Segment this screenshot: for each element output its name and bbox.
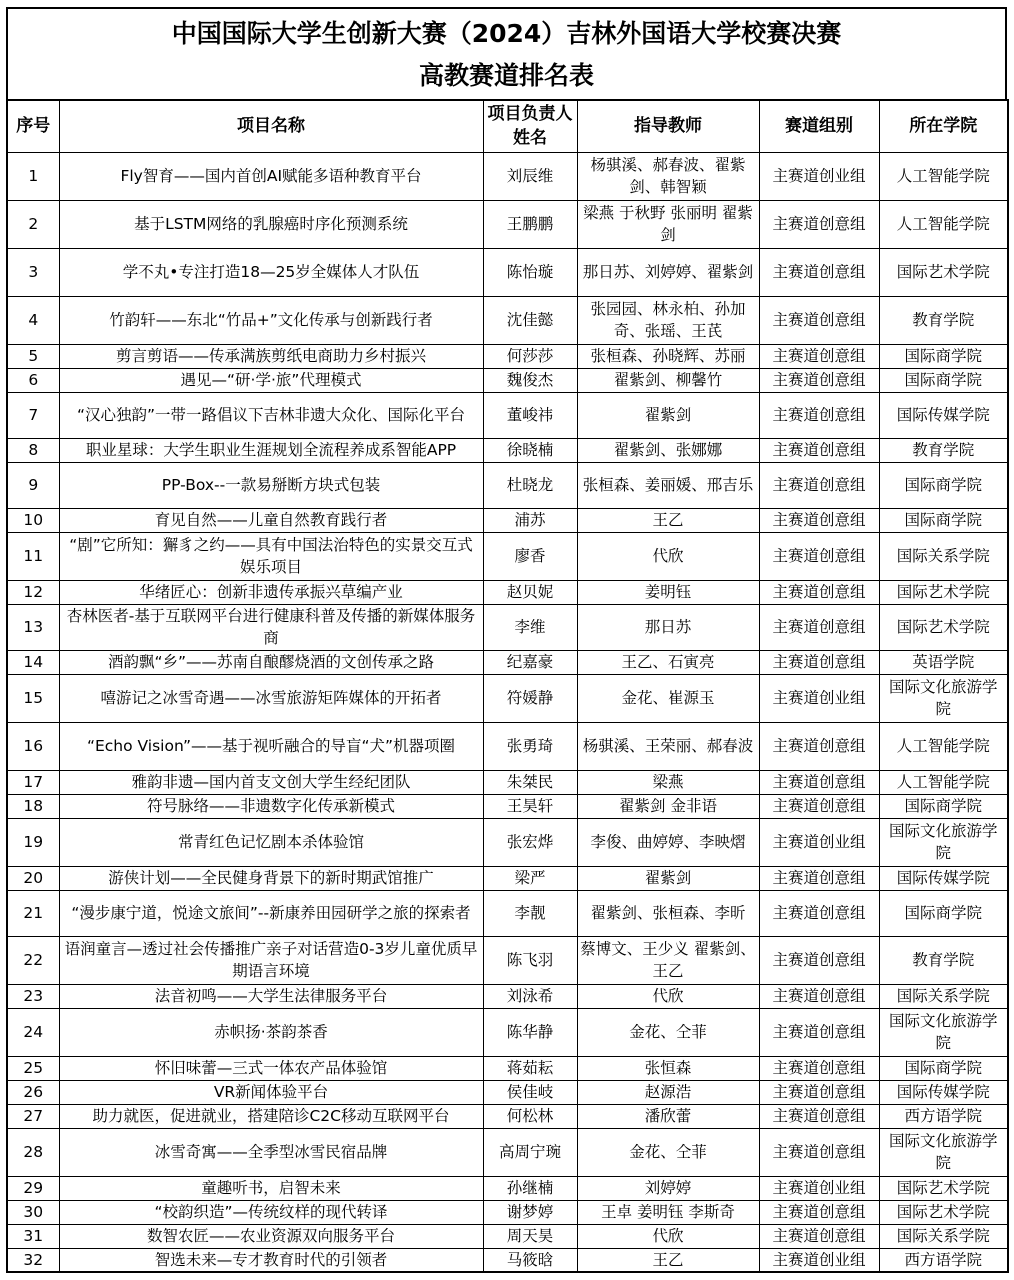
cell-track: 主赛道创意组 xyxy=(759,462,879,508)
cell-teacher: 张桓森、姜丽媛、邢吉乐 xyxy=(577,462,759,508)
table-row xyxy=(7,1200,1008,1224)
cell-teacher: 王乙、石寅亮 xyxy=(577,650,759,674)
table-row xyxy=(7,650,1008,674)
table-row xyxy=(7,936,1008,984)
cell-track: 主赛道创意组 xyxy=(759,890,879,936)
cell-project: 学不丸•专注打造18—25岁全媒体人才队伍 xyxy=(59,248,483,296)
cell-college: 人工智能学院 xyxy=(879,722,1008,770)
cell-project: 助力就医，促进就业，搭建陪诊C2C移动互联网平台 xyxy=(59,1104,483,1128)
cell-project: 怀旧味蕾—三式一体农产品体验馆 xyxy=(59,1056,483,1080)
header-row xyxy=(7,100,1008,152)
cell-leader: 孙继楠 xyxy=(483,1176,577,1200)
cell-leader: 徐晓楠 xyxy=(483,438,577,462)
cell-track: 主赛道创意组 xyxy=(759,1128,879,1176)
cell-college: 国际商学院 xyxy=(879,508,1008,532)
cell-leader: 何莎莎 xyxy=(483,344,577,368)
cell-college: 人工智能学院 xyxy=(879,152,1008,200)
cell-project: 遇见—“研·学·旅”代理模式 xyxy=(59,368,483,392)
cell-college: 国际艺术学院 xyxy=(879,1176,1008,1200)
header-project: 项目名称 xyxy=(59,100,483,152)
page-subtitle: 高教赛道排名表 xyxy=(418,61,594,90)
cell-leader: 廖香 xyxy=(483,532,577,580)
cell-seq: 23 xyxy=(7,984,59,1008)
table-row xyxy=(7,890,1008,936)
header-seq: 序号 xyxy=(7,100,59,152)
cell-seq: 21 xyxy=(7,890,59,936)
cell-teacher: 潘欣蕾 xyxy=(577,1104,759,1128)
cell-teacher: 翟紫剑、张娜娜 xyxy=(577,438,759,462)
table-row xyxy=(7,984,1008,1008)
page-title: 中国国际大学生创新大赛（2024）吉林外国语大学校赛决赛 xyxy=(171,19,842,48)
cell-project: 育见自然——儿童自然教育践行者 xyxy=(59,508,483,532)
table-row xyxy=(7,866,1008,890)
table-row xyxy=(7,604,1008,650)
cell-track: 主赛道创业组 xyxy=(759,1176,879,1200)
cell-track: 主赛道创意组 xyxy=(759,200,879,248)
cell-seq: 8 xyxy=(7,438,59,462)
cell-project: 剪言剪语——传承满族剪纸电商助力乡村振兴 xyxy=(59,344,483,368)
cell-track: 主赛道创业组 xyxy=(759,1248,879,1272)
cell-track: 主赛道创意组 xyxy=(759,248,879,296)
cell-leader: 李靓 xyxy=(483,890,577,936)
cell-teacher: 梁燕 xyxy=(577,770,759,794)
cell-track: 主赛道创业组 xyxy=(759,152,879,200)
cell-college: 国际文化旅游学院 xyxy=(879,818,1008,866)
cell-project: “剧”它所知：獬豸之约——具有中国法治特色的实景交互式娱乐项目 xyxy=(59,532,483,580)
cell-teacher: 刘婷婷 xyxy=(577,1176,759,1200)
cell-leader: 蒋茹耘 xyxy=(483,1056,577,1080)
cell-project: VR新闻体验平台 xyxy=(59,1080,483,1104)
cell-college: 国际艺术学院 xyxy=(879,580,1008,604)
cell-leader: 张宏烨 xyxy=(483,818,577,866)
table-row xyxy=(7,368,1008,392)
cell-track: 主赛道创意组 xyxy=(759,392,879,438)
cell-track: 主赛道创业组 xyxy=(759,674,879,722)
ranking-table xyxy=(6,99,1009,1273)
cell-seq: 18 xyxy=(7,794,59,818)
cell-track: 主赛道创意组 xyxy=(759,438,879,462)
cell-seq: 6 xyxy=(7,368,59,392)
cell-track: 主赛道创意组 xyxy=(759,866,879,890)
cell-seq: 27 xyxy=(7,1104,59,1128)
cell-track: 主赛道创意组 xyxy=(759,936,879,984)
cell-track: 主赛道创意组 xyxy=(759,604,879,650)
cell-seq: 9 xyxy=(7,462,59,508)
table-row xyxy=(7,794,1008,818)
header-leader: 项目负责人姓名 xyxy=(483,100,577,152)
cell-teacher: 赵源浩 xyxy=(577,1080,759,1104)
cell-project: 基于LSTM网络的乳腺癌时序化预测系统 xyxy=(59,200,483,248)
cell-leader: 赵贝妮 xyxy=(483,580,577,604)
cell-leader: 陈飞羽 xyxy=(483,936,577,984)
cell-seq: 7 xyxy=(7,392,59,438)
cell-project: 杏林医者-基于互联网平台进行健康科普及传播的新媒体服务商 xyxy=(59,604,483,650)
cell-project: 职业星球：大学生职业生涯规划全流程养成系智能APP xyxy=(59,438,483,462)
cell-leader: 何松林 xyxy=(483,1104,577,1128)
cell-track: 主赛道创意组 xyxy=(759,1224,879,1248)
cell-project: 游侠计划——全民健身背景下的新时期武馆推广 xyxy=(59,866,483,890)
cell-project: “Echo Vision”——基于视听融合的导盲“犬”机器项圈 xyxy=(59,722,483,770)
ranking-sheet xyxy=(6,7,1007,1273)
cell-college: 国际商学院 xyxy=(879,794,1008,818)
cell-college: 国际商学院 xyxy=(879,462,1008,508)
cell-teacher: 翟紫剑 xyxy=(577,866,759,890)
cell-teacher: 王乙 xyxy=(577,508,759,532)
cell-college: 西方语学院 xyxy=(879,1104,1008,1128)
cell-project: 酒韵飘“乡”——苏南自酿醪烧酒的文创传承之路 xyxy=(59,650,483,674)
cell-teacher: 金花、仝菲 xyxy=(577,1128,759,1176)
cell-leader: 周天昊 xyxy=(483,1224,577,1248)
cell-project: 雅韵非遗—国内首支文创大学生经纪团队 xyxy=(59,770,483,794)
cell-seq: 29 xyxy=(7,1176,59,1200)
cell-track: 主赛道创业组 xyxy=(759,818,879,866)
cell-seq: 17 xyxy=(7,770,59,794)
cell-college: 教育学院 xyxy=(879,296,1008,344)
table-row xyxy=(7,1104,1008,1128)
cell-leader: 王昊轩 xyxy=(483,794,577,818)
cell-teacher: 杨骐溪、王荣丽、郝春波 xyxy=(577,722,759,770)
cell-project: “漫步康宁道，悦途文旅间”--新康养田园研学之旅的探索者 xyxy=(59,890,483,936)
cell-track: 主赛道创意组 xyxy=(759,794,879,818)
cell-seq: 3 xyxy=(7,248,59,296)
table-row xyxy=(7,722,1008,770)
table-row xyxy=(7,1248,1008,1272)
cell-leader: 侯佳岐 xyxy=(483,1080,577,1104)
cell-seq: 31 xyxy=(7,1224,59,1248)
cell-college: 国际艺术学院 xyxy=(879,604,1008,650)
cell-leader: 沈佳懿 xyxy=(483,296,577,344)
table-row xyxy=(7,248,1008,296)
cell-seq: 16 xyxy=(7,722,59,770)
cell-college: 国际商学院 xyxy=(879,368,1008,392)
cell-project: 数智农匠——农业资源双向服务平台 xyxy=(59,1224,483,1248)
header-college: 所在学院 xyxy=(879,100,1008,152)
table-row xyxy=(7,1176,1008,1200)
cell-teacher: 蔡博文、王少义 翟紫剑、王乙 xyxy=(577,936,759,984)
cell-teacher: 金花、仝菲 xyxy=(577,1008,759,1056)
cell-leader: 杜晓龙 xyxy=(483,462,577,508)
cell-track: 主赛道创意组 xyxy=(759,580,879,604)
cell-seq: 26 xyxy=(7,1080,59,1104)
table-row xyxy=(7,818,1008,866)
cell-seq: 12 xyxy=(7,580,59,604)
cell-leader: 陈华静 xyxy=(483,1008,577,1056)
cell-seq: 5 xyxy=(7,344,59,368)
cell-college: 国际商学院 xyxy=(879,1056,1008,1080)
cell-seq: 11 xyxy=(7,532,59,580)
cell-seq: 15 xyxy=(7,674,59,722)
cell-project: 嘻游记之冰雪奇遇——冰雪旅游矩阵媒体的开拓者 xyxy=(59,674,483,722)
cell-project: 冰雪奇寓——全季型冰雪民宿品牌 xyxy=(59,1128,483,1176)
cell-seq: 1 xyxy=(7,152,59,200)
cell-college: 英语学院 xyxy=(879,650,1008,674)
cell-leader: 刘泳希 xyxy=(483,984,577,1008)
table-row xyxy=(7,462,1008,508)
cell-college: 国际关系学院 xyxy=(879,1224,1008,1248)
cell-leader: 马筱晗 xyxy=(483,1248,577,1272)
cell-college: 人工智能学院 xyxy=(879,770,1008,794)
cell-college: 国际关系学院 xyxy=(879,532,1008,580)
cell-seq: 14 xyxy=(7,650,59,674)
cell-teacher: 翟紫剑、张桓森、李昕 xyxy=(577,890,759,936)
cell-track: 主赛道创意组 xyxy=(759,368,879,392)
cell-teacher: 张园园、林永柏、孙加奇、张瑶、王芪 xyxy=(577,296,759,344)
cell-leader: 符媛静 xyxy=(483,674,577,722)
cell-teacher: 代欣 xyxy=(577,532,759,580)
cell-leader: 魏俊杰 xyxy=(483,368,577,392)
cell-teacher: 王卓 姜明钰 李斯奇 xyxy=(577,1200,759,1224)
cell-track: 主赛道创意组 xyxy=(759,984,879,1008)
cell-project: 赤帜扬·茶韵茶香 xyxy=(59,1008,483,1056)
cell-college: 教育学院 xyxy=(879,438,1008,462)
cell-project: 符号脉络——非遗数字化传承新模式 xyxy=(59,794,483,818)
cell-leader: 高周宁琬 xyxy=(483,1128,577,1176)
cell-project: “汉心独韵”一带一路倡议下吉林非遗大众化、国际化平台 xyxy=(59,392,483,438)
cell-teacher: 姜明钰 xyxy=(577,580,759,604)
title-block xyxy=(6,7,1007,99)
table-body xyxy=(7,152,1008,1272)
table-row xyxy=(7,344,1008,368)
cell-project: 智选未来—专才教育时代的引领者 xyxy=(59,1248,483,1272)
table-row xyxy=(7,508,1008,532)
cell-teacher: 翟紫剑 金非语 xyxy=(577,794,759,818)
table-row xyxy=(7,770,1008,794)
cell-teacher: 张恒森 xyxy=(577,1056,759,1080)
cell-college: 国际传媒学院 xyxy=(879,392,1008,438)
cell-college: 国际商学院 xyxy=(879,344,1008,368)
cell-teacher: 代欣 xyxy=(577,1224,759,1248)
cell-seq: 25 xyxy=(7,1056,59,1080)
cell-seq: 30 xyxy=(7,1200,59,1224)
cell-college: 人工智能学院 xyxy=(879,200,1008,248)
cell-college: 国际传媒学院 xyxy=(879,866,1008,890)
cell-leader: 纪嘉豪 xyxy=(483,650,577,674)
cell-project: 竹韵轩——东北“竹品+”文化传承与创新践行者 xyxy=(59,296,483,344)
cell-college: 国际艺术学院 xyxy=(879,248,1008,296)
cell-seq: 4 xyxy=(7,296,59,344)
table-row xyxy=(7,1224,1008,1248)
cell-track: 主赛道创意组 xyxy=(759,650,879,674)
cell-college: 西方语学院 xyxy=(879,1248,1008,1272)
cell-teacher: 王乙 xyxy=(577,1248,759,1272)
cell-seq: 28 xyxy=(7,1128,59,1176)
cell-project: Fly智育——国内首创AI赋能多语种教育平台 xyxy=(59,152,483,200)
cell-project: “校韵织造”—传统纹样的现代转译 xyxy=(59,1200,483,1224)
table-row xyxy=(7,1008,1008,1056)
cell-project: 常青红色记忆剧本杀体验馆 xyxy=(59,818,483,866)
header-teacher: 指导教师 xyxy=(577,100,759,152)
cell-college: 国际文化旅游学院 xyxy=(879,1008,1008,1056)
cell-teacher: 梁燕 于秋野 张丽明 翟紫剑 xyxy=(577,200,759,248)
table-row xyxy=(7,152,1008,200)
cell-leader: 董峻祎 xyxy=(483,392,577,438)
cell-college: 国际文化旅游学院 xyxy=(879,674,1008,722)
cell-teacher: 翟紫剑、柳馨竹 xyxy=(577,368,759,392)
header-track: 赛道组别 xyxy=(759,100,879,152)
cell-college: 国际传媒学院 xyxy=(879,1080,1008,1104)
cell-leader: 李维 xyxy=(483,604,577,650)
table-row xyxy=(7,1080,1008,1104)
cell-teacher: 李俊、曲婷婷、李映熠 xyxy=(577,818,759,866)
cell-college: 国际商学院 xyxy=(879,890,1008,936)
cell-track: 主赛道创意组 xyxy=(759,508,879,532)
cell-track: 主赛道创意组 xyxy=(759,1080,879,1104)
cell-college: 国际关系学院 xyxy=(879,984,1008,1008)
cell-track: 主赛道创意组 xyxy=(759,722,879,770)
cell-college: 国际艺术学院 xyxy=(879,1200,1008,1224)
cell-project: 法音初鸣——大学生法律服务平台 xyxy=(59,984,483,1008)
cell-teacher: 金花、崔源玉 xyxy=(577,674,759,722)
cell-seq: 32 xyxy=(7,1248,59,1272)
cell-teacher: 那日苏 xyxy=(577,604,759,650)
cell-seq: 10 xyxy=(7,508,59,532)
table-row xyxy=(7,1056,1008,1080)
cell-project: 语润童言—透过社会传播推广亲子对话营造0-3岁儿童优质早期语言环境 xyxy=(59,936,483,984)
table-row xyxy=(7,532,1008,580)
cell-teacher: 张桓森、孙晓辉、苏丽 xyxy=(577,344,759,368)
cell-college: 教育学院 xyxy=(879,936,1008,984)
cell-project: 华绪匠心：创新非遗传承振兴草编产业 xyxy=(59,580,483,604)
cell-seq: 2 xyxy=(7,200,59,248)
table-row xyxy=(7,580,1008,604)
table-row xyxy=(7,438,1008,462)
cell-track: 主赛道创意组 xyxy=(759,1104,879,1128)
cell-track: 主赛道创意组 xyxy=(759,1200,879,1224)
cell-track: 主赛道创意组 xyxy=(759,1056,879,1080)
cell-seq: 19 xyxy=(7,818,59,866)
cell-leader: 刘辰维 xyxy=(483,152,577,200)
cell-seq: 20 xyxy=(7,866,59,890)
table-row xyxy=(7,200,1008,248)
table-row xyxy=(7,296,1008,344)
cell-track: 主赛道创意组 xyxy=(759,770,879,794)
cell-leader: 梁严 xyxy=(483,866,577,890)
cell-leader: 谢梦婷 xyxy=(483,1200,577,1224)
cell-seq: 22 xyxy=(7,936,59,984)
cell-seq: 13 xyxy=(7,604,59,650)
cell-leader: 朱桀民 xyxy=(483,770,577,794)
cell-track: 主赛道创意组 xyxy=(759,296,879,344)
cell-teacher: 那日苏、刘婷婷、翟紫剑 xyxy=(577,248,759,296)
cell-track: 主赛道创意组 xyxy=(759,532,879,580)
cell-track: 主赛道创意组 xyxy=(759,1008,879,1056)
cell-leader: 浦苏 xyxy=(483,508,577,532)
cell-teacher: 杨骐溪、郝春波、翟紫剑、韩智颖 xyxy=(577,152,759,200)
cell-teacher: 代欣 xyxy=(577,984,759,1008)
cell-seq: 24 xyxy=(7,1008,59,1056)
cell-project: 童趣听书，启智未来 xyxy=(59,1176,483,1200)
cell-teacher: 翟紫剑 xyxy=(577,392,759,438)
table-row xyxy=(7,1128,1008,1176)
cell-leader: 张勇琦 xyxy=(483,722,577,770)
cell-leader: 陈怡璇 xyxy=(483,248,577,296)
table-row xyxy=(7,674,1008,722)
cell-track: 主赛道创意组 xyxy=(759,344,879,368)
table-row xyxy=(7,392,1008,438)
cell-leader: 王鹏鹏 xyxy=(483,200,577,248)
cell-project: PP-Box--一款易掰断方块式包装 xyxy=(59,462,483,508)
cell-college: 国际文化旅游学院 xyxy=(879,1128,1008,1176)
